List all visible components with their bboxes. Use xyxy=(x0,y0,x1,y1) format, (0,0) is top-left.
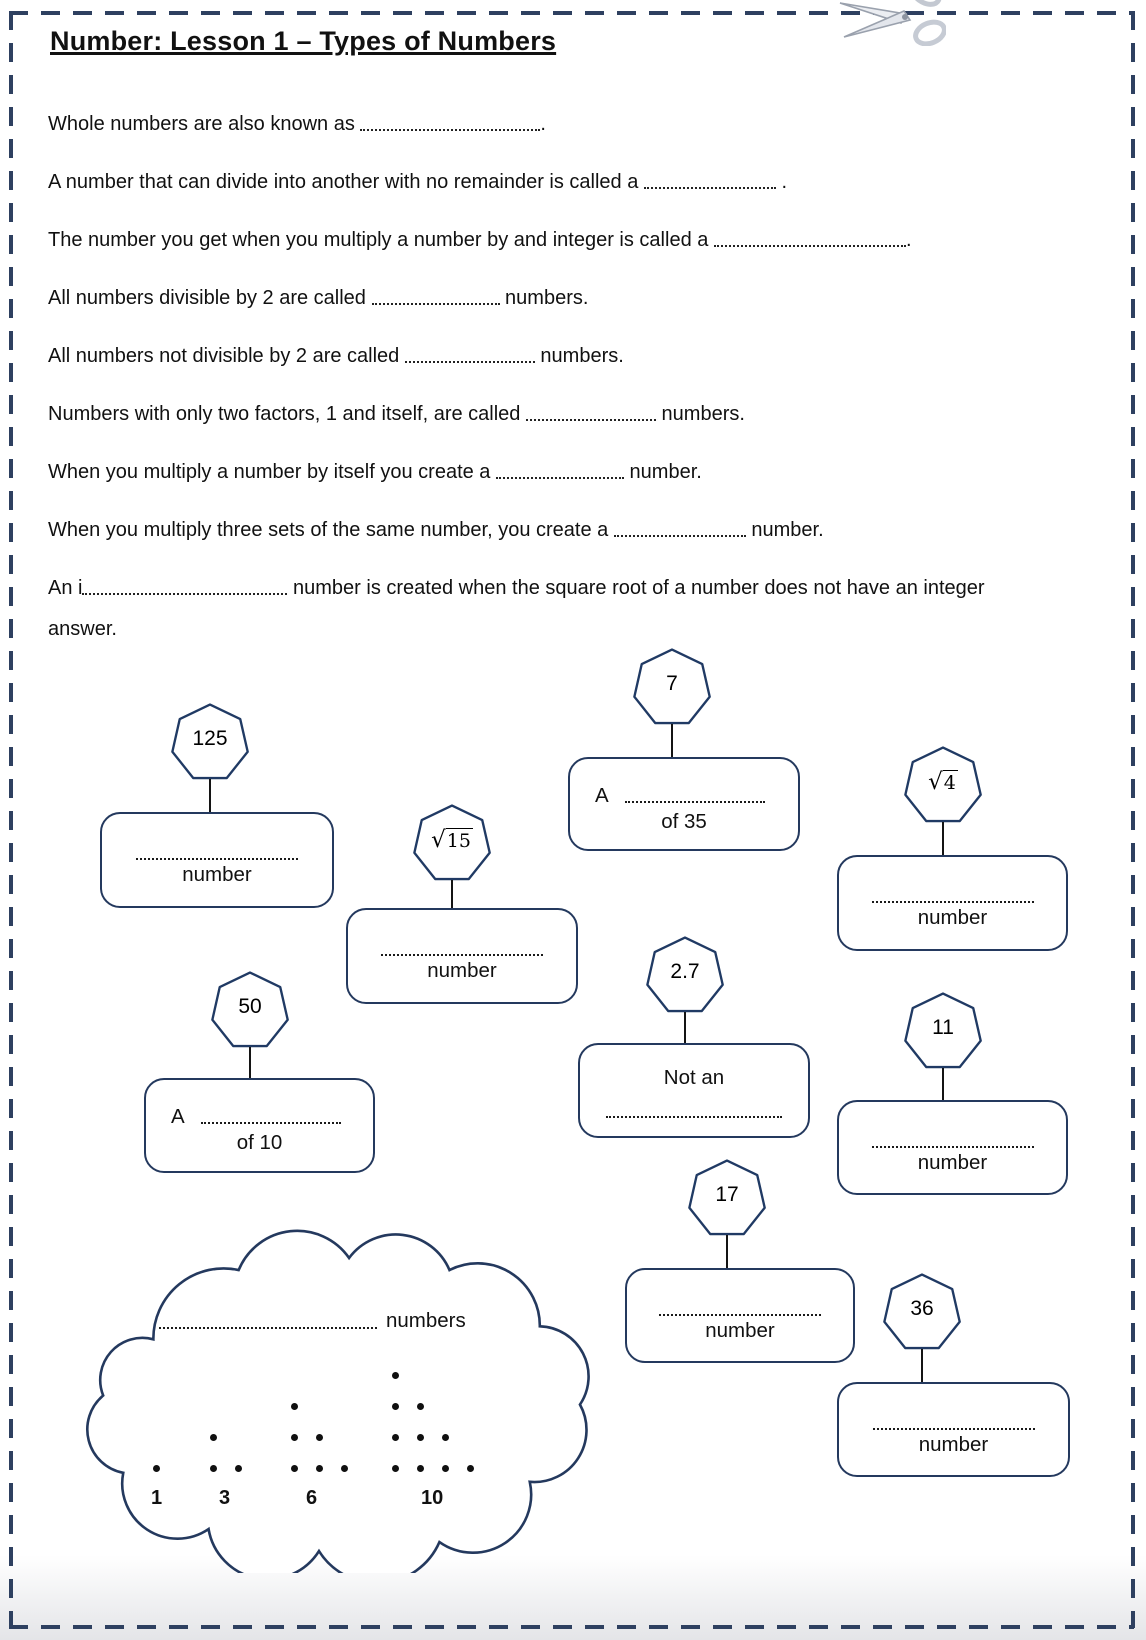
triangular-dots-1 xyxy=(153,1465,160,1472)
triangular-dots-3 xyxy=(210,1434,242,1472)
answer-blank[interactable] xyxy=(201,1122,341,1124)
radicand: 15 xyxy=(446,830,471,852)
answer-box-label: of 10 xyxy=(236,1131,283,1154)
connector-line xyxy=(451,880,453,908)
radicand: 4 xyxy=(943,772,956,794)
sentence-whole-numbers: Whole numbers are also known as . xyxy=(48,113,546,135)
heptagon-number: 36 xyxy=(910,1297,934,1320)
answer-blank[interactable] xyxy=(381,954,543,956)
sentence-cube: When you multiply three sets of the same number, you create a number. xyxy=(48,519,824,541)
heptagon-number: 2.7 xyxy=(670,960,700,983)
triangular-number-label: 3 xyxy=(219,1487,231,1509)
answer-box-11 xyxy=(837,1100,1068,1195)
heptagon-number: 125 xyxy=(192,727,228,750)
heptagon-number: 11 xyxy=(932,1016,954,1039)
heptagon-number xyxy=(901,745,985,824)
heptagon-50 xyxy=(208,970,292,1049)
cloud-caption xyxy=(159,1306,466,1334)
sentence-even: All numbers divisible by 2 are called numbers. xyxy=(48,287,589,309)
triangular-number-label: 10 xyxy=(421,1487,444,1509)
heptagon-11 xyxy=(901,991,985,1070)
heptagon-number: 50 xyxy=(238,995,262,1018)
sentence-square: When you multiply a number by itself you create a number. xyxy=(48,461,702,483)
heptagon-36 xyxy=(880,1272,964,1351)
answer-box-36 xyxy=(837,1382,1070,1477)
answer-blank[interactable] xyxy=(872,901,1034,903)
answer-box-2-7 xyxy=(578,1043,810,1138)
connector-line xyxy=(921,1349,923,1382)
answer-box-label: number xyxy=(917,906,988,929)
connector-line xyxy=(249,1047,251,1078)
triangular-dots-10 xyxy=(392,1372,474,1472)
answer-blank[interactable] xyxy=(606,1116,782,1118)
heptagon-number: 7 xyxy=(666,672,678,695)
answer-box-sqrt4 xyxy=(837,855,1068,951)
answer-blank[interactable] xyxy=(625,801,765,803)
cloud-shape xyxy=(58,1205,590,1573)
heptagon-number: 17 xyxy=(715,1183,739,1206)
answer-box-label: Not an xyxy=(663,1066,725,1089)
radical-sign: √ xyxy=(928,769,943,795)
connector-line xyxy=(209,779,211,812)
heptagon-125 xyxy=(168,702,252,781)
answer-blank[interactable] xyxy=(159,1327,377,1329)
heptagon-number xyxy=(410,803,494,882)
sentence-prime: Numbers with only two factors, 1 and itself, are called numbers. xyxy=(48,403,745,425)
answer-box-label: number xyxy=(705,1319,775,1342)
answer-box-125 xyxy=(100,812,334,908)
heptagon-sqrt15 xyxy=(410,803,494,882)
answer-blank[interactable] xyxy=(136,858,298,860)
connector-line xyxy=(942,1068,944,1100)
heptagon-17 xyxy=(685,1158,769,1237)
answer-box-17 xyxy=(625,1268,855,1363)
sentence-multiple: The number you get when you multiply a number by and integer is called a . xyxy=(48,229,912,251)
cloud-caption-label: numbers xyxy=(386,1309,466,1332)
answer-blank[interactable] xyxy=(873,1428,1035,1430)
connector-line xyxy=(684,1012,686,1043)
triangular-dots-6 xyxy=(291,1403,348,1472)
answer-box-50 xyxy=(144,1078,375,1173)
answer-box-label: number xyxy=(182,863,252,886)
heptagon-2-7 xyxy=(643,935,727,1014)
connector-line xyxy=(671,724,673,757)
connector-line xyxy=(942,822,944,855)
answer-prefix: A xyxy=(171,1105,185,1128)
sentence-factor: A number that can divide into another with no remainder is called a . xyxy=(48,171,788,193)
answer-box-label: number xyxy=(918,1433,989,1456)
sentence-irrational: An i number is created when the square root of a number does not have an integer answer. xyxy=(48,577,985,640)
radical-sign: √ xyxy=(431,827,446,853)
answer-box-label: number xyxy=(427,959,497,982)
answer-blank[interactable] xyxy=(872,1146,1034,1148)
heptagon-sqrt4 xyxy=(901,745,985,824)
answer-box-7 xyxy=(568,757,800,851)
answer-box-label: number xyxy=(917,1151,988,1174)
answer-blank[interactable] xyxy=(659,1314,821,1316)
heptagon-7 xyxy=(630,647,714,726)
answer-box-label: of 35 xyxy=(661,810,707,833)
connector-line xyxy=(726,1235,728,1268)
answer-prefix: A xyxy=(595,784,609,807)
triangular-number-label: 1 xyxy=(151,1487,163,1509)
triangular-number-label: 6 xyxy=(306,1487,318,1509)
sentence-odd: All numbers not divisible by 2 are called numbers. xyxy=(48,345,624,367)
page-title: Number: Lesson 1 – Types of Numbers xyxy=(50,26,557,56)
answer-box-sqrt15 xyxy=(346,908,578,1004)
